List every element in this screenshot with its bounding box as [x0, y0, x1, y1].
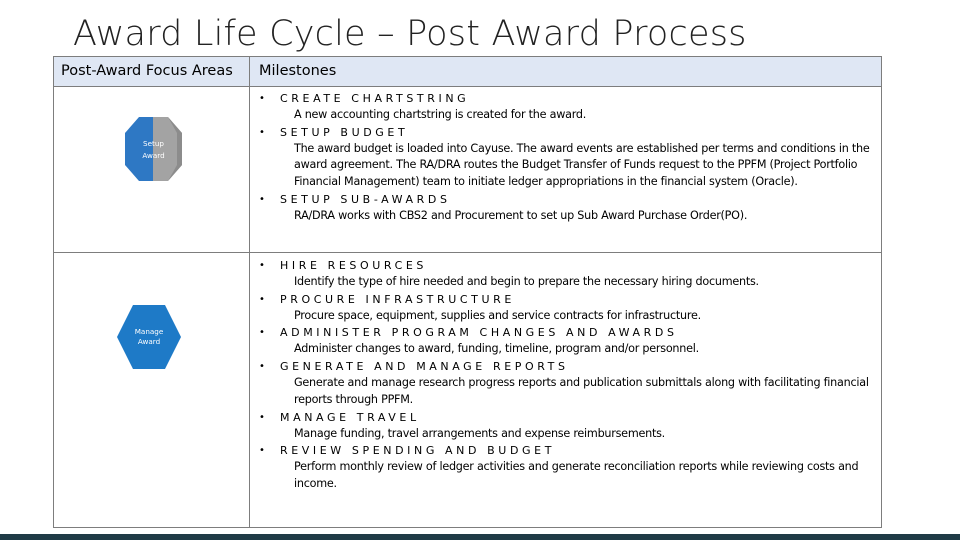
- setup-award-hexagon-icon: [125, 117, 182, 181]
- milestone-description: Generate and manage research progress reports and publication submittals along with facilitating financial reports through PPFM.: [294, 376, 869, 406]
- milestone-description: Administer changes to award, funding, timeline, program and/or personnel.: [294, 342, 699, 356]
- milestone-title: SETUP BUDGET: [280, 125, 409, 139]
- bullet-icon: •: [259, 193, 265, 205]
- bullet-icon: •: [259, 126, 265, 138]
- milestone-item: [251, 291, 881, 325]
- milestone-item: [251, 409, 881, 443]
- header-milestones: Milestones: [259, 63, 337, 79]
- bullet-icon: •: [259, 445, 265, 457]
- manage-award-label-line2: Award: [137, 337, 161, 346]
- milestone-title: ADMINISTER PROGRAM CHANGES AND AWARDS: [280, 326, 678, 340]
- milestone-item: [251, 90, 881, 124]
- milestone-title: SETUP SUB-AWARDS: [280, 192, 451, 206]
- manage-award-milestones: [251, 257, 881, 493]
- milestone-item: [251, 191, 881, 225]
- bullet-icon: •: [259, 411, 265, 423]
- milestone-title: GENERATE AND MANAGE REPORTS: [280, 360, 569, 374]
- bottom-accent-bar: [0, 534, 960, 540]
- milestone-item: [251, 124, 881, 191]
- milestone-title: REVIEW SPENDING AND BUDGET: [280, 444, 556, 458]
- milestone-item: [251, 442, 881, 492]
- header-focus-areas: Post-Award Focus Areas: [61, 63, 233, 79]
- column-divider: [249, 57, 250, 527]
- setup-award-label-line2: Award: [142, 151, 165, 160]
- milestone-title: PROCURE INFRASTRUCTURE: [280, 292, 515, 306]
- setup-award-milestones: [251, 90, 881, 225]
- manage-award-hexagon-icon: [117, 305, 181, 369]
- row-divider: [54, 252, 881, 253]
- bullet-icon: •: [259, 260, 265, 271]
- milestone-description: RA/DRA works with CBS2 and Procurement to set up Sub Award Purchase Order(PO).: [294, 208, 748, 222]
- setup-award-label-line1: Setup: [143, 139, 164, 148]
- milestone-item: [251, 324, 881, 358]
- milestone-description: Manage funding, travel arrangements and expense reimbursements.: [294, 426, 665, 440]
- slide-title: Award Life Cycle – Post Award Process: [73, 14, 747, 54]
- milestone-description: Identify the type of hire needed and begin to prepare the necessary hiring documents.: [294, 275, 759, 288]
- bullet-icon: •: [259, 361, 265, 373]
- milestone-item: [251, 358, 881, 408]
- milestone-description: Procure space, equipment, supplies and service contracts for infrastructure.: [294, 308, 701, 322]
- bullet-icon: •: [259, 327, 265, 339]
- bullet-icon: •: [259, 293, 265, 305]
- post-award-table: [53, 56, 882, 528]
- milestone-title: HIRE RESOURCES: [280, 259, 427, 272]
- milestone-description: A new accounting chartstring is created for the award.: [294, 108, 587, 121]
- milestone-title: MANAGE TRAVEL: [280, 410, 420, 424]
- milestone-description: The award budget is loaded into Cayuse. The award events are established per terms and conditions in the award agreement. The RA/DRA routes the Budget Transfer of Funds request to the PPFM (Project Portfolio Financial Management) team to initiate ledger appropriations in the financial system (Oracle).: [294, 141, 870, 189]
- table-header-row: [54, 57, 881, 87]
- bullet-icon: •: [259, 93, 265, 104]
- milestone-title: CREATE CHARTSTRING: [280, 92, 470, 105]
- milestone-item: [251, 257, 881, 291]
- manage-award-label-line1: Manage: [134, 327, 164, 336]
- milestone-description: Perform monthly review of ledger activities and generate reconciliation reports while reviewing costs and income.: [294, 460, 859, 490]
